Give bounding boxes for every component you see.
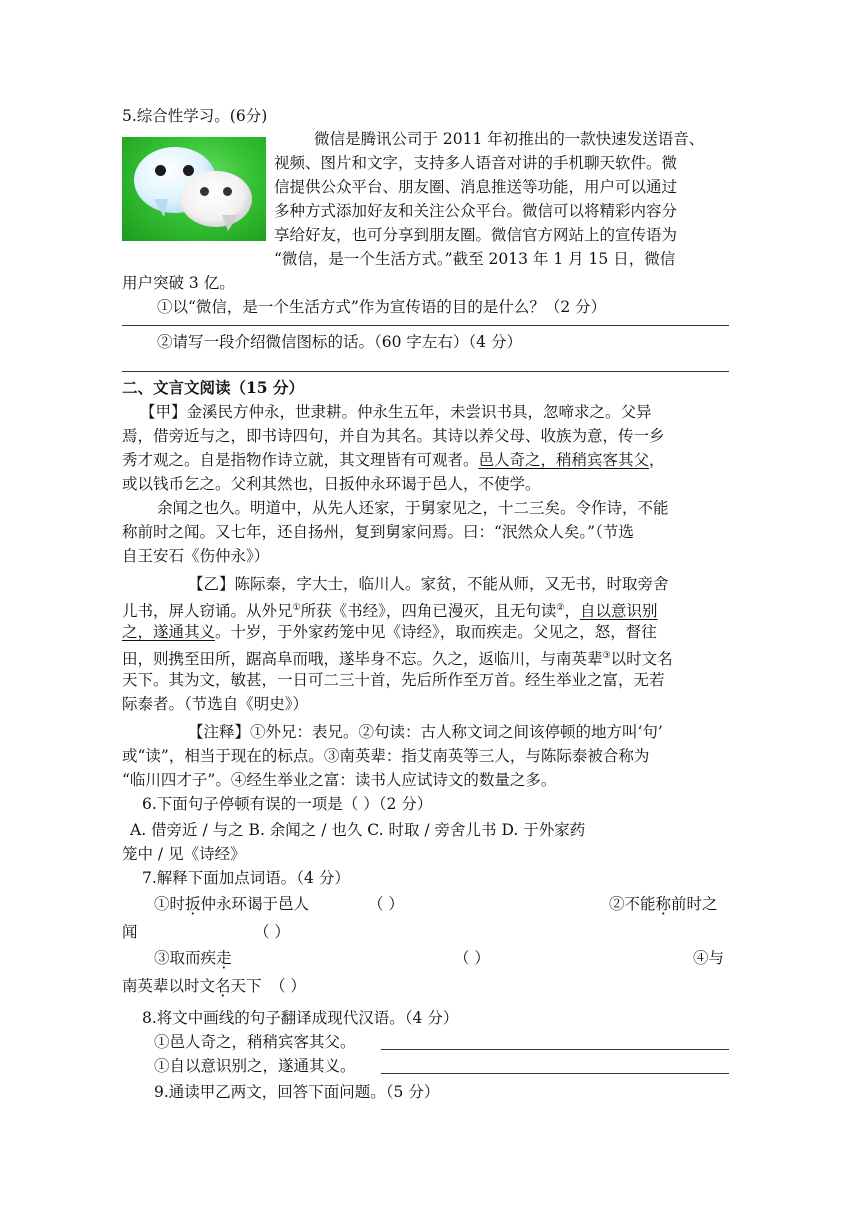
yi-line: 田，则携至田所，踞高阜而哦，遂毕身不忘。久之，返临川，与南英辈③以时文名	[122, 650, 673, 669]
q6-options: A. 借旁近 / 与之 B. 余闻之 / 也久 C. 时取 / 旁舍儿书 D. 于外家药	[130, 821, 586, 839]
answer-line[interactable]	[381, 1059, 729, 1074]
notes-line: 【注释】①外兄：表兄。②句读：古人称文词之间该停顿的地方叫‘句’	[188, 723, 663, 741]
q5-sub2: ②请写一段介绍微信图标的话。（60 字左右）（4 分）	[157, 333, 522, 351]
q6-options: 笼中 / 见《诗经》	[122, 845, 246, 863]
answer-line[interactable]	[122, 371, 729, 372]
q7-item-4-cont: 南英辈以时文名天下	[122, 977, 262, 995]
q8-sentence-2: ①自以意识别之，遂通其义。	[154, 1057, 356, 1075]
notes-line: “临川四才子”。④经生举业之富：读书人应试诗文的数量之多。	[122, 771, 557, 789]
q5-para-line: 视频、图片和文字，支持多人语音对讲的手机聊天软件。微	[274, 154, 678, 172]
jia-line: 称前时之闻。又七年，还自扬州，复到舅家问焉。曰：“泯然众人矣。”（节选	[122, 523, 634, 541]
answer-line[interactable]	[122, 325, 729, 326]
jia-line: 或以钱币乞之。父利其然也，日扳仲永环谒于邑人，不使学。	[122, 475, 541, 493]
jia-line: 余闻之也久。明道中，从先人还家，于舅家见之，十二三矣。令作诗，不能	[157, 499, 669, 517]
q7-item-4: ④与	[693, 949, 725, 967]
q5-para-line: 用户突破 3 亿。	[122, 274, 235, 292]
q5-para-line: 多种方式添加好友和关注公众平台。微信可以将精彩内容分	[274, 202, 678, 220]
q5-para-line: 微信是腾讯公司于 2011 年初推出的一款快速发送语音、	[314, 130, 705, 148]
q8-stem: 8.将文中画线的句子翻译成现代汉语。（4 分）	[142, 1009, 459, 1027]
q6-stem: 6.下面句子停顿有误的一项是（ ）（2 分）	[142, 795, 433, 813]
q7-item-1: ①时扳仲永环谒于邑人	[154, 895, 310, 913]
yi-line: 【乙】陈际泰，字大士，临川人。家贫，不能从师，又无书，时取旁舍	[188, 575, 669, 593]
underlined-sentence: 邑人奇之，稍稍宾客其父	[478, 451, 650, 469]
q7-answer-4[interactable]: （ ）	[270, 977, 306, 995]
q5-sub1: ①以“微信，是一个生活方式”作为宣传语的目的是什么？（2 分）	[157, 298, 607, 316]
wechat-logo-icon	[122, 137, 266, 241]
yi-line: 之，遂通其义。十岁，于外家药笼中见《诗经》，取而疾走。父见之，怒，督往	[122, 623, 657, 641]
q7-stem: 7.解释下面加点词语。（4 分）	[142, 869, 350, 887]
jia-line: 【甲】金溪民方仲永，世隶耕。仲永生五年，未尝识书具，忽啼求之。父异	[140, 403, 652, 421]
q5-para-line: “微信，是一个生活方式。”截至 2013 年 1 月 15 日，微信	[274, 250, 676, 268]
underlined-sentence: 之，遂通其义	[122, 623, 216, 641]
jia-line: 秀才观之。自是指物作诗立就，其文理皆有可观者。邑人奇之，稍稍宾客其父，	[122, 451, 665, 469]
q7-answer-3[interactable]: （ ）	[454, 949, 490, 967]
yi-line: 际泰者。（节选自《明史》）	[122, 695, 309, 713]
q9-stem: 9.通读甲乙两文，回答下面问题。（5 分）	[154, 1083, 440, 1101]
q7-item-2-cont: 闻	[122, 923, 138, 941]
q7-item-3: ③取而疾走	[154, 949, 232, 967]
q8-sentence-1: ①邑人奇之，稍稍宾客其父。	[154, 1033, 356, 1051]
underlined-sentence: 自以意识别	[579, 602, 658, 621]
yi-line: 儿书，屏人窃诵。从外兄①所获《书经》，四角已漫灭，且无句读②，自以意识别	[122, 602, 658, 621]
jia-line: 自王安石《伤仲永》）	[122, 547, 270, 565]
answer-line[interactable]	[381, 1035, 729, 1050]
q7-item-2: ②不能称前时之	[609, 895, 718, 913]
q7-answer-2[interactable]: （ ）	[254, 923, 290, 941]
jia-line: 焉，借旁近与之，即书诗四句，并自为其名。其诗以养父母、收族为意，传一乡	[122, 427, 665, 445]
q5-para-line: 信提供公众平台、朋友圈、消息推送等功能，用户可以通过	[274, 178, 678, 196]
notes-line: 或“读”，相当于现在的标点。③南英辈：指艾南英等三人，与陈际泰被合称为	[122, 747, 650, 765]
q5-para-line: 享给好友，也可分享到朋友圈。微信官方网站上的宣传语为	[274, 226, 678, 244]
q7-answer-1[interactable]: （ ）	[368, 895, 404, 913]
yi-line: 天下。其为文，敏甚，一日可二三十首，先后所作至万首。经生举业之富，无若	[122, 671, 665, 689]
section-heading: 二、文言文阅读（15 分）	[122, 378, 304, 397]
q5-title: 5.综合性学习。(6分)	[122, 107, 268, 125]
